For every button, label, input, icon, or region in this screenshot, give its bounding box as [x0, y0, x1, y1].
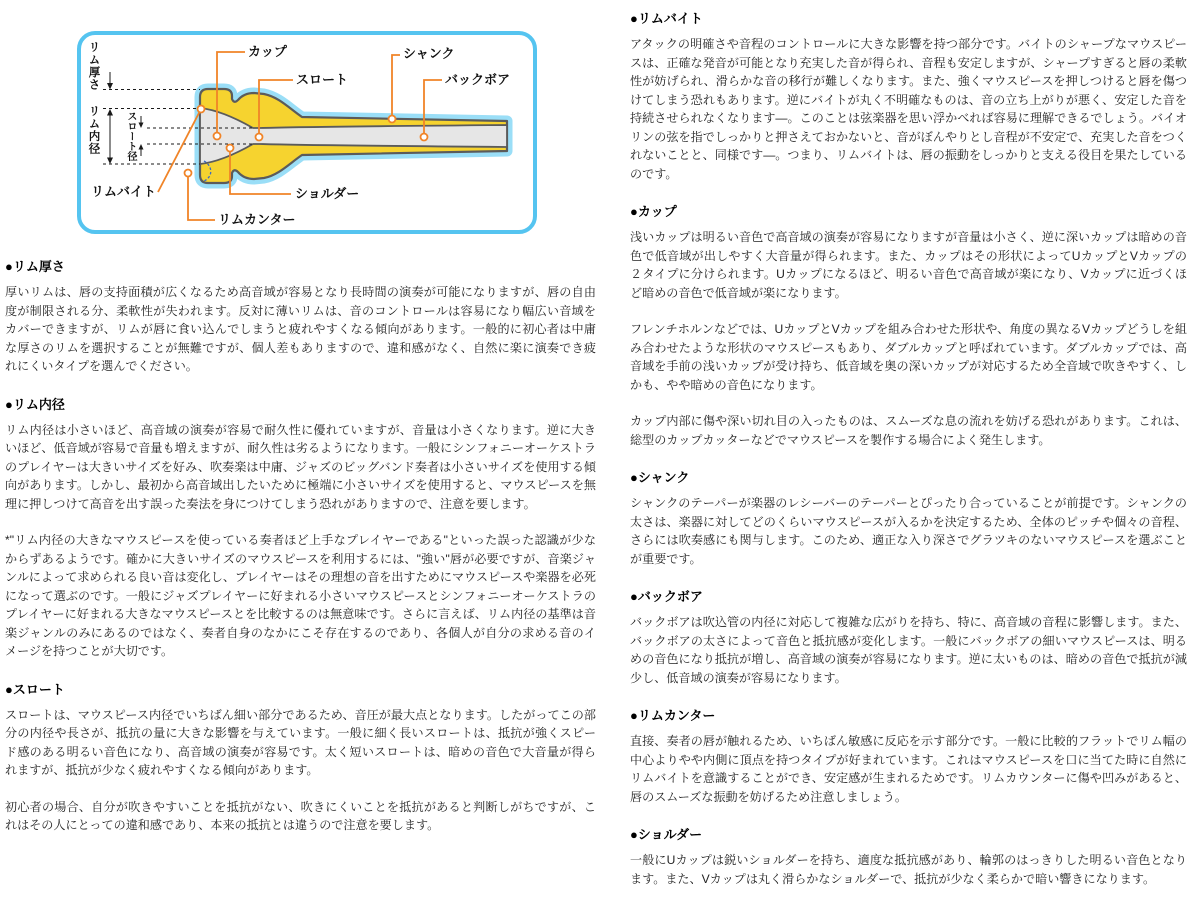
section-paragraph: *"リム内径の大きなマウスピースを使っている奏者ほど上手なプレイヤーである"といった誤った認識が少なからずあるようです。確かに大きいサイズのマウスピースを利用するには、"強い"唇が必要ですが、音楽ジャンルによって求められる良い音は変化し、プレイヤーはその理想の音を出すためにマウスピースや楽器を必死になって選ぶのです。一般にジャズプレイヤーに好まれる小さいマウスピースとシンフォニーオーケストラのプレイヤーに好まれる大きなマウスピースとを比較するのは無意味です。さらに言えば、リム内径の基準は音楽ジャンルのみにあるのではなく、奏者自身のなかにこそ存在するのであり、各個人が自分の求める音のイメージを持つことが大切です。	[5, 533, 596, 658]
right-column	[630, 0, 1187, 906]
section-paragraph: 厚いリムは、唇の支持面積が広くなるため高音域が容易となり長時間の演奏が可能になりますが、唇の自由度が制限される分、柔軟性が失われます。反対に薄いリムは、音のコントロールは容易になり幅広い音域をカバーできますが、リムが唇に食い込んでしまうと疲れやすくなる傾向があります。一般的に初心者は中庸な厚さのリムを選択することが無難ですが、個人差もありますので、違和感がなく、自然に楽に演奏でき疲れにくいタイプを選んでください。	[5, 285, 596, 373]
diagram-label-shoulder: ショルダー	[295, 186, 360, 201]
section-paragraph: 浅いカップは明るい音色で高音域の演奏が容易になりますが音量は小さく、逆に深いカップは暗めの音色で低音域が出しやすく大音量が得られます。また、カップはその形状によってUカップとVカップの２タイプに分けられます。Uカップになるほど、明るい音色で高音域が楽になり、Vカップに近づくほど暗めの音色で低音域が楽になります。	[630, 230, 1187, 300]
section-rim-contour	[630, 705, 1187, 806]
diagram-label-shank: シャンク	[403, 46, 455, 61]
section-paragraph: リム内径は小さいほど、高音域の演奏が容易で耐久性に優れていますが、音量は小さくなります。逆に大きいほど、低音域が容易で音量も増えますが、耐久性は劣るようになります。一般にシンフォニーオーケストラのプレイヤーは大きいサイズを好み、吹奏楽は中庸、ジャズのビッグバンド奏者は小さいサイズを使用する傾向があります。しかし、最初から高音域出したいために極端に小さいサイズを使用すると、マウスピースを無理に押しつけて高音を出す誤った奏法を身につけてしまう恐れがありますので、注意を要します。	[5, 422, 596, 511]
section-cup	[630, 201, 1187, 449]
section-paragraph: フレンチホルンなどでは、UカップとVカップを組み合わせた形状や、角度の異なるVカップどうしを組み合わせたような形状のマウスピースもあり、ダブルカップと呼ばれています。ダブルカップでは、高音域を手前の浅いカップが受け持ち、低音域を奥の深いカップが対応するため全音域で吹きやすく、しかも、やや暗めの音色になります。	[630, 322, 1187, 392]
section-heading-throat: ●スロート	[5, 681, 65, 697]
section-heading-rim-contour: ●リムカンター	[630, 708, 716, 723]
diagram-label-rim-contour: リムカンター	[218, 212, 296, 227]
section-paragraph: 直接、奏者の唇が触れるため、いちばん敏感に反応を示す部分です。一般に比較的フラットでリム幅の中心よりやや内側に頂点を持つタイプが好まれています。これはマウスピースを口に当てた時に自然にリムバイトを意識することができ、安定感が生まれるためです。リムカウンターに傷や凹みがあると、唇のスムーズな振動を妨げるため注意しましょう。	[630, 734, 1187, 804]
section-paragraph: アタックの明確さや音程のコントロールに大きな影響を持つ部分です。バイトのシャープなマウスピースは、正確な発音が可能となり充実した音が得られ、音程も安定しますが、シャープすぎると唇の柔軟性が妨げられ、滑らかな音の移行が難しくなります。また、強くマウスピースを押しつけると唇を傷つけてしまう恐れもあります。逆にバイトが丸く不明確なものは、音の立ち上がりが悪く、安定した音を持続させられなくなります―。このことは弦楽器を思い浮かべれば容易に理解できるでしょう。バイオリンの弦を指でしっかりと押さえておかないと、音がぼんやりとし音程が不安定で、充実した音をつくれないことと、同様です―。つまり、リムバイトは、唇の振動をしっかりと支える役目を果たしているのです。	[630, 37, 1187, 181]
section-shoulder	[630, 824, 1187, 888]
section-rim-thickness	[5, 256, 596, 376]
section-shank	[630, 467, 1187, 568]
section-backbore	[630, 586, 1187, 687]
section-paragraph: 一般にUカップは鋭いショルダーを持ち、適度な抵抗感があり、輪郭のはっきりした明るい音色となります。また、Vカップは丸く滑らかなショルダーで、抵抗が少なく柔らかで暗い響きになります。	[630, 853, 1187, 886]
section-rim-bite	[630, 8, 1187, 183]
diagram-label-backbore: バックボア	[445, 72, 511, 87]
diagram-label-rim-thickness: リム厚さ	[87, 41, 100, 91]
section-paragraph: スロートは、マウスピース内径でいちばん細い部分であるため、音圧が最大点となります。したがってこの部分の内径や長さが、抵抗の量に大きな影響を与えています。一般に細く長いスロートは、抵抗が強くスピード感のある明るい音色になり、高音域の演奏が容易です。太く短いスロートは、暗めの音色で大音量が得られますが、抵抗が少なく疲れやすくなる傾向があります。	[5, 707, 596, 777]
section-throat	[5, 679, 596, 835]
diagram-label-throat: スロート	[296, 72, 349, 87]
section-paragraph: 初心者の場合、自分が吹きやすいことを抵抗がない、吹きにくいことを抵抗があると判断しがちですが、これはその人にとっての違和感であり、本来の抵抗とは違うので注意を要します。	[5, 799, 596, 832]
diagram-label-rim-inner-diameter: リム内径	[87, 105, 100, 155]
section-heading-shank: ●シャンク	[630, 470, 690, 485]
diagram-label-cup: カップ	[248, 44, 287, 59]
section-paragraph: カップ内部に傷や深い切れ目の入ったものは、スムーズな息の流れを妨げる恐れがあります。これは、総型のカップカッターなどでマウスピースを製作する場合によく発生します。	[630, 414, 1187, 447]
mouthpiece-diagram	[67, 30, 537, 242]
diagram-label-throat-diameter: スロート径	[125, 111, 136, 161]
mouthpiece-cross-section	[67, 30, 537, 242]
section-heading-rim-inner-diameter: ●リム内径	[5, 396, 65, 412]
diagram-label-rim-bite: リムバイト	[91, 184, 157, 199]
section-heading-backbore: ●バックボア	[630, 589, 703, 604]
left-column	[5, 0, 596, 853]
section-heading-shoulder: ●ショルダー	[630, 827, 703, 842]
section-rim-inner-diameter	[5, 394, 596, 661]
section-heading-rim-bite: ●リムバイト	[630, 11, 703, 26]
section-heading-cup: ●カップ	[630, 204, 677, 219]
section-paragraph: バックボアは吹込管の内径に対応して複雑な広がりを持ち、特に、高音域の音程に影響します。また、バックボアの太さによって音色と抵抗感が変化します。一般にバックボアの細いマウスピースは、明るめの音色になり抵抗が増し、高音域の演奏が容易になります。逆に太いものは、暗めの音色で抵抗が減少し、低音域の演奏が容易になります。	[630, 615, 1187, 685]
section-paragraph: シャンクのテーパーが楽器のレシーバーのテーパーとぴったり合っていることが前提です。シャンクの太さは、楽器に対してどのくらいマウスピースが入るかを決定するため、全体のピッチや個々の音程、さらには吹奏感にも関与します。このため、適正な入り深さでグラツキのないマウスピースを選ぶことが重要です。	[630, 496, 1187, 566]
section-heading-rim-thickness: ●リム厚さ	[5, 259, 65, 274]
